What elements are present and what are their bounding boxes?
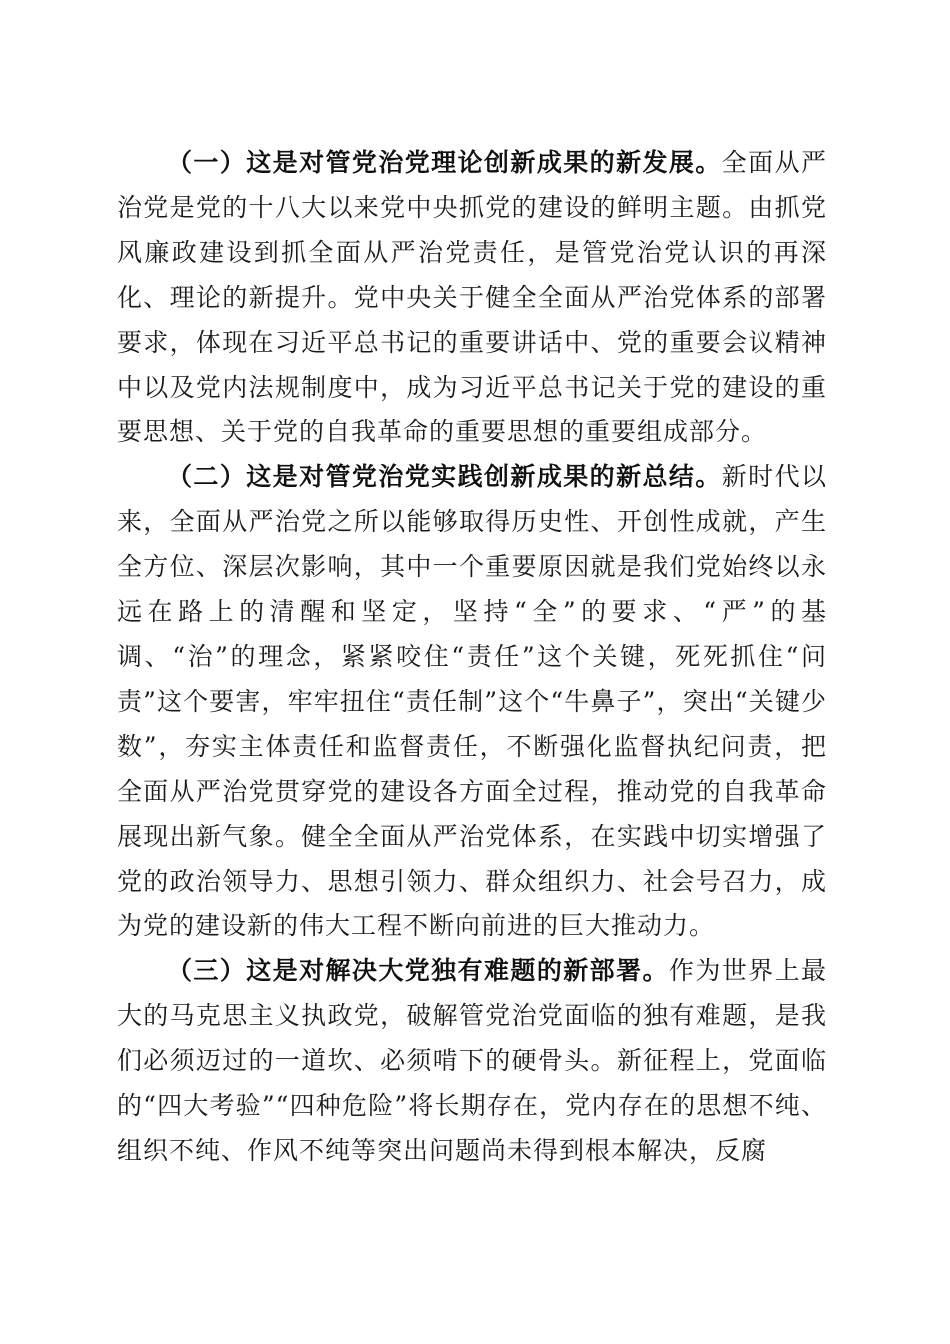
paragraph-1-text: 全面从严治党是党的十八大以来党中央抓党的建设的鲜明主题。由抓党风廉政建设到抓全面从严治党责任，是管党治党认识的再深化、理论的新提升。党中央关于健全全面从严治党体系的部署要求，体现在习近平总书记的重要讲话中、党的重要会议精神中以及党内法规制度中，成为习近平总书记关于党的建设的重要思想、关于党的自我革命的重要思想的重要组成部分。 (117, 148, 827, 447)
paragraph-2-text: 新时代以来，全面从严治党之所以能够取得历史性、开创性成就，产生全方位、深层次影响，其中一个重要原因就是我们党始终以永远在路上的清醒和坚定，坚持“全”的要求、“严”的基调、“治”的理念，紧紧咬住“责任”这个关键，死死抓住“问责”这个要害，牢牢扭住“责任制”这个“牛鼻子”，突出“关键少数”，夯实主体责任和监督责任，不断强化监督执纪问责，把全面从严治党贯穿党的建设各方面全过程，推动党的自我革命展现出新气象。健全全面从严治党体系，在实践中切实增强了党的政治领导力、思想引领力、群众组织力、社会号召力，成为党的建设新的伟大工程不断向前进的巨大推动力。 (117, 462, 827, 941)
paragraph-2 (117, 455, 827, 949)
document-body (117, 141, 827, 1174)
paragraph-1-heading: （一）这是对管党治党理论创新成果的新发展。 (167, 148, 722, 177)
paragraph-3 (117, 949, 827, 1174)
paragraph-2-heading: （二）这是对管党治党实践创新成果的新总结。 (167, 462, 722, 492)
paragraph-3-text: 作为世界上最大的马克思主义执政党，破解管党治党面临的独有难题，是我们必须迈过的一道坎、必须啃下的硬骨头。新征程上，党面临的“四大考验”“四种危险”将长期存在，党内存在的思想不纯、组织不纯、作风不纯等突出问题尚未得到根本解决，反腐 (117, 956, 827, 1165)
paragraph-1 (117, 141, 827, 455)
paragraph-3-heading: （三）这是对解决大党独有难题的新部署。 (167, 956, 669, 986)
